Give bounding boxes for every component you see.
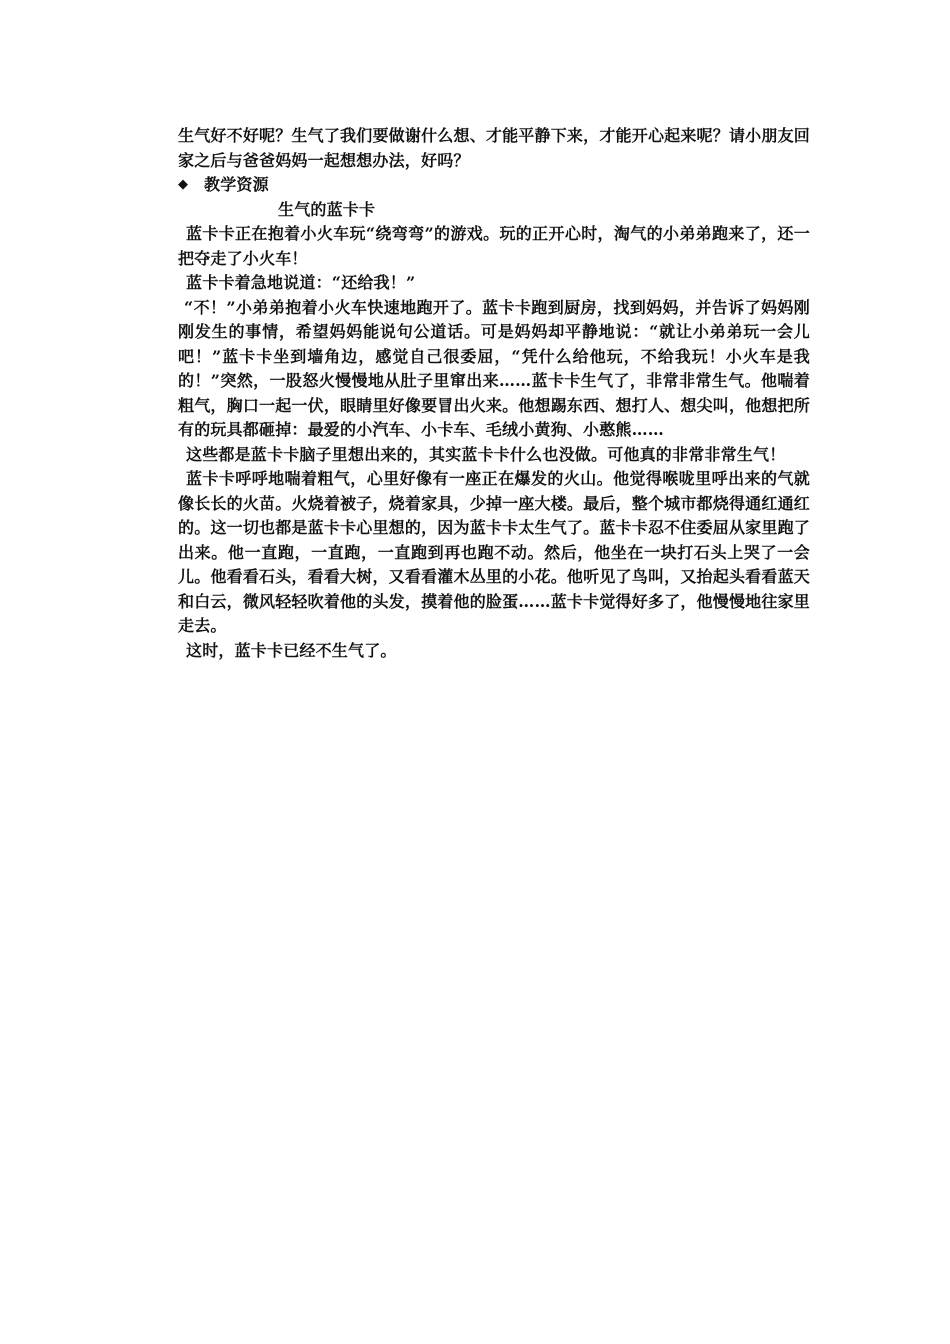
story-paragraph: 蓝卡卡呼呼地喘着粗气，心里好像有一座正在爆发的火山。他觉得喉咙里呼出来的气就像长长的火苗。火烧着被子，烧着家具，少掉一座大楼。最后，整个城市都烧得通红通红的。这一切也都是蓝卡卡心里想的，因为蓝卡卡太生气了。蓝卡卡忍不住委屈从家里跑了出来。他一直跑，一直跑，一直跑到再也跑不动。然后，他坐在一块打石头上哭了一会儿。他看看石头，看看大树，又看看灌木丛里的小花。他听见了鸟叫，又抬起头看看蓝天和白云，微风轻轻吹着他的头发，摸着他的脸蛋……蓝卡卡觉得好多了，他慢慢地往家里走去。 (178, 469, 810, 635)
section-label: 教学资源 (204, 175, 269, 194)
story-paragraph: “不！”小弟弟抱着小火车快速地跑开了。蓝卡卡跑到厨房，找到妈妈，并告诉了妈妈刚刚发生的事情，希望妈妈能说句公道话。可是妈妈却平静地说：“就让小弟弟玩一会儿吧！”蓝卡卡坐到墙角边，感觉自己很委屈，“凭什么给他玩，不给我玩！小火车是我的！”突然，一股怒火慢慢地从肚子里窜出来……蓝卡卡生气了，非常非常生气。他喘着粗气，胸口一起一伏，眼睛里好像要冒出火来。他想踢东西、想打人、想尖叫，他想把所有的玩具都砸掉：最爱的小汽车、小卡车、毛绒小黄狗、小憨熊…… (178, 297, 810, 439)
story-paragraph: 这些都是蓝卡卡脑子里想出来的，其实蓝卡卡什么也没做。可他真的非常非常生气！ (186, 444, 786, 464)
story-paragraph: 蓝卡卡正在抱着小火车玩“绕弯弯”的游戏。玩的正开心时，淘气的小弟弟跑来了，还一把夺走了小火车！ (178, 224, 810, 268)
story-paragraph: 这时，蓝卡卡已经不生气了。 (186, 640, 397, 660)
section-heading (178, 173, 810, 198)
document-body (178, 124, 810, 663)
story-title: 生气的蓝卡卡 (278, 199, 376, 219)
diamond-bullet-icon: ◆ (178, 177, 189, 192)
intro-paragraph: 生气好不好呢？生气了我们要做谢什么想、才能平静下来，才能开心起来呢？请小朋友回家之后与爸爸妈妈一起想想办法，好吗？ (178, 126, 810, 170)
story-paragraph: 蓝卡卡着急地说道：“还给我！” (186, 273, 416, 292)
